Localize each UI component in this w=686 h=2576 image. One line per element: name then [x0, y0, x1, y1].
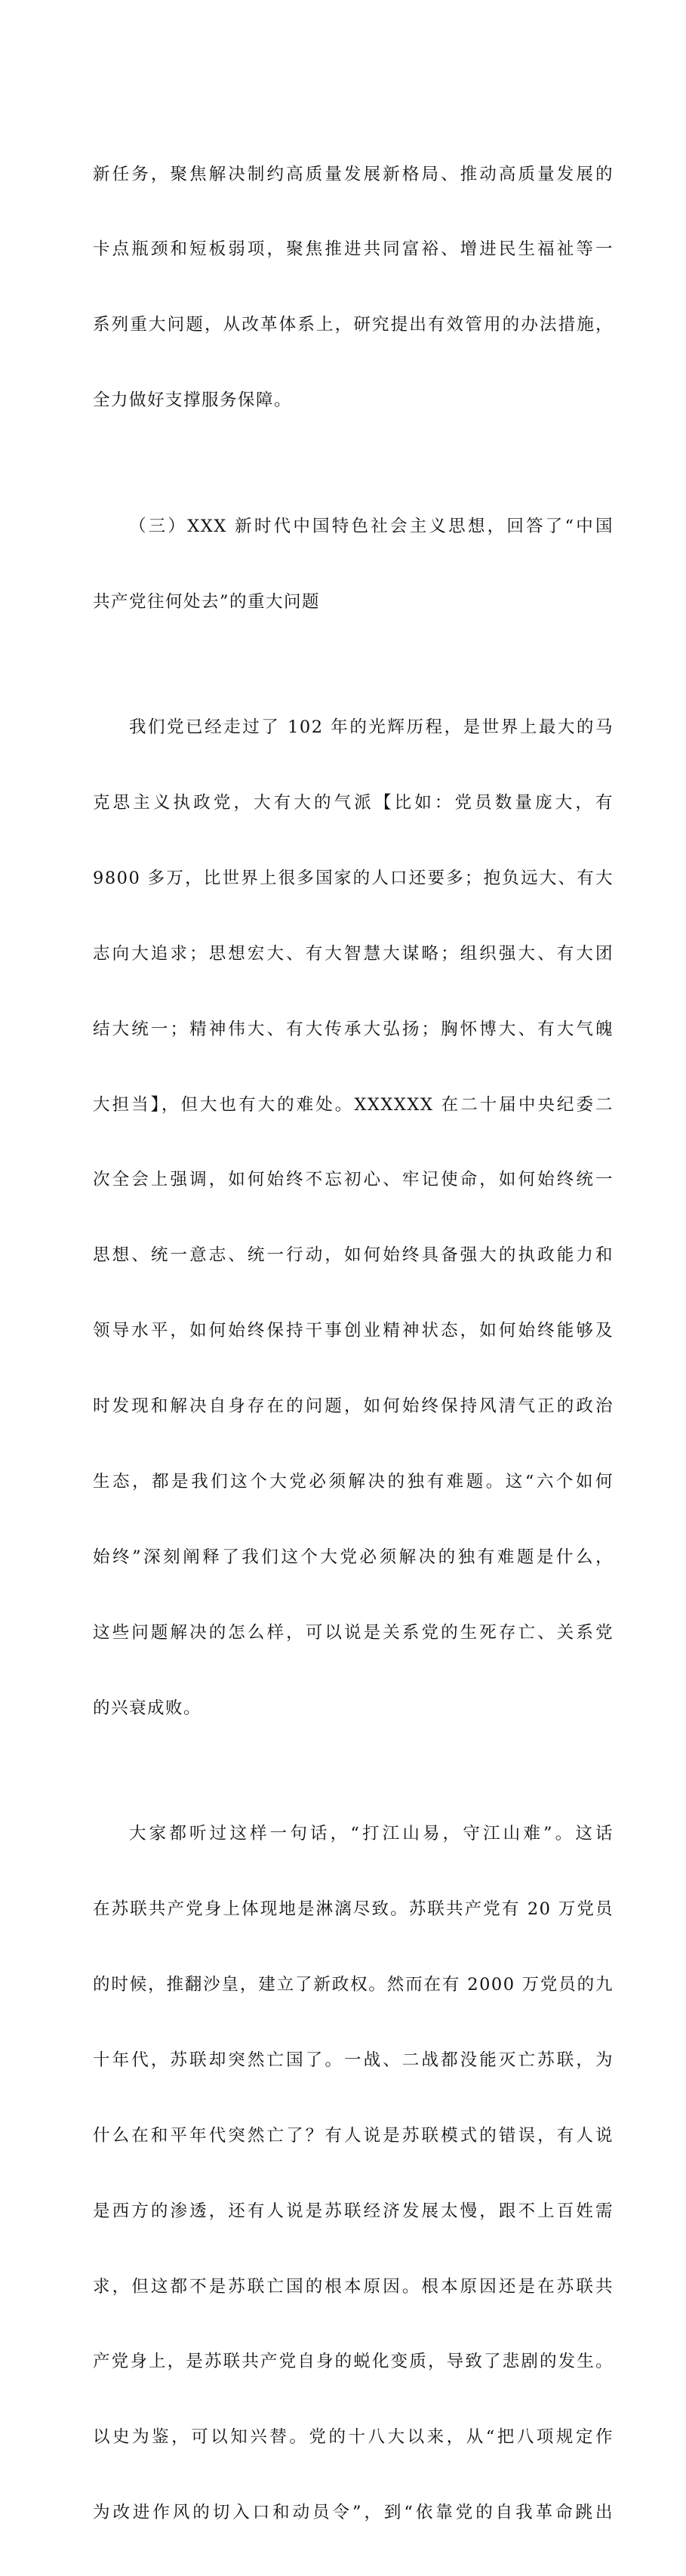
- section-heading: [93, 464, 614, 665]
- text-line: 这些问题解决的怎么样，可以说是关系党的生死存亡、关系党: [93, 1622, 614, 1643]
- paragraph: [93, 1772, 614, 2576]
- text-line: 在苏联共产党身上体现地是淋漓尽致。苏联共产党有 20 万党员: [93, 1899, 614, 1920]
- text-line: 为改进作风的切入口和动员令”，到“依靠党的自我革命跳出: [93, 2503, 614, 2523]
- text-line: 产党身上，是苏联共产党自身的蜕化变质，导致了悲剧的发生。: [93, 2352, 614, 2372]
- text-line: 生态，都是我们这个大党必须解决的独有难题。这“六个如何: [93, 1472, 614, 1492]
- text-line: 的兴衰成败。: [93, 1698, 202, 1718]
- text-line: 新任务，聚焦解决制约高质量发展新格局、推动高质量发展的: [93, 164, 614, 184]
- text-line: 大家都听过这样一句话，“打江山易，守江山难”。这话: [129, 1824, 614, 1844]
- text-line: 志向大追求；思想宏大、有大智慧大谋略；组织强大、有大团: [93, 943, 614, 964]
- text-line: 卡点瓶颈和短板弱项，聚焦推进共同富裕、增进民生福祉等一: [93, 239, 614, 260]
- text-line: 大担当】，但大也有大的难处。XXXXXX 在二十届中央纪委二: [93, 1094, 614, 1115]
- paragraph: [93, 665, 614, 1772]
- text-line: 全力做好支撑服务保障。: [93, 390, 293, 411]
- text-line: 什么在和平年代突然亡了？有人说是苏联模式的错误，有人说: [93, 2125, 614, 2146]
- text-line: 始终”深刻阐释了我们这个大党必须解决的独有难题是什么，: [93, 1547, 614, 1567]
- text-line: 思想、统一意志、统一行动，如何始终具备强大的执政能力和: [93, 1245, 614, 1266]
- text-line: 9800 多万，比世界上很多国家的人口还要多；抱负远大、有大: [93, 868, 614, 888]
- document-body: [93, 112, 614, 2576]
- text-line: 十年代，苏联却突然亡国了。一战、二战都没能灭亡苏联，为: [93, 2050, 614, 2070]
- text-line: 的时候，推翻沙皇，建立了新政权。然而在有 2000 万党员的九: [93, 1974, 614, 1994]
- text-line: （三）XXX 新时代中国特色社会主义思想，回答了“中国: [129, 516, 614, 536]
- text-line: 次全会上强调，如何始终不忘初心、牢记使命，如何始终统一: [93, 1170, 614, 1190]
- text-line: 结大统一；精神伟大、有大传承大弘扬；胸怀博大、有大气魄: [93, 1019, 614, 1039]
- text-line: 时发现和解决自身存在的问题，如何始终保持风清气正的政治: [93, 1396, 614, 1417]
- text-line: 是西方的渗透，还有人说是苏联经济发展太慢，跟不上百姓需: [93, 2201, 614, 2221]
- paragraph-continuation: [93, 112, 614, 464]
- text-line: 求，但这都不是苏联亡国的根本原因。根本原因还是在苏联共: [93, 2276, 614, 2297]
- text-line: 系列重大问题，从改革体系上，研究提出有效管用的办法措施，: [93, 315, 614, 335]
- text-line: 我们党已经走过了 102 年的光辉历程，是世界上最大的马: [129, 717, 614, 738]
- text-line: 克思主义执政党，大有大的气派【比如：党员数量庞大，有: [93, 793, 614, 813]
- text-line: 领导水平，如何始终保持干事创业精神状态，如何始终能够及: [93, 1321, 614, 1341]
- text-line: 以史为鉴，可以知兴替。党的十八大以来，从“把八项规定作: [93, 2427, 614, 2448]
- text-line: 共产党往何处去”的重大问题: [93, 591, 321, 612]
